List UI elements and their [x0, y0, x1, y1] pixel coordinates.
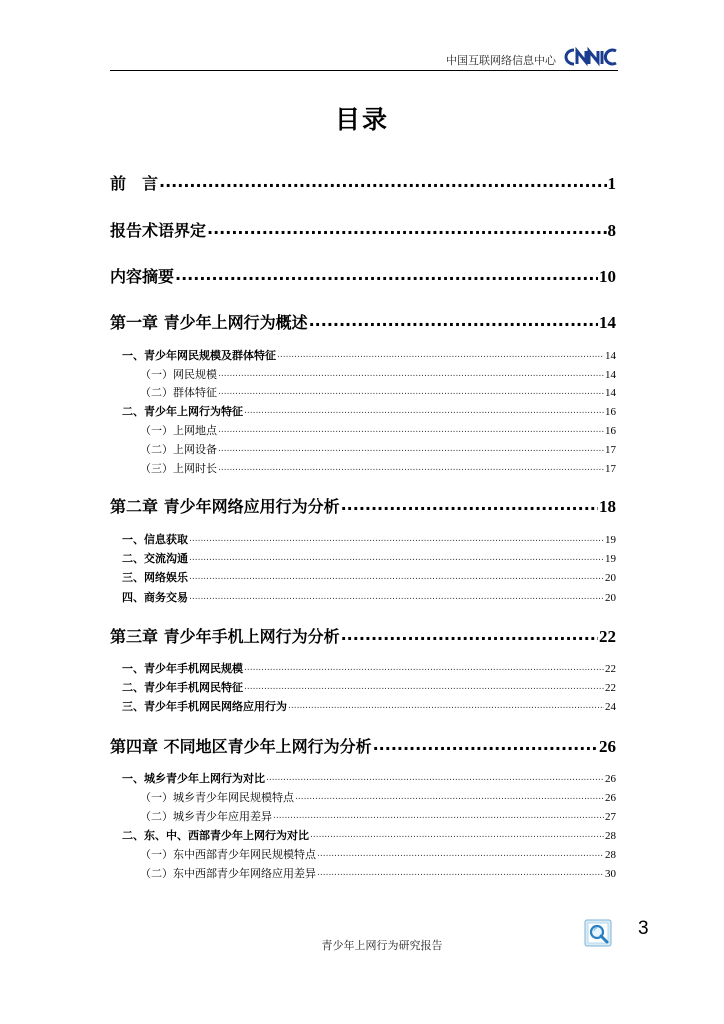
toc-dot-leader	[341, 495, 598, 514]
toc-entry-page: 27	[605, 811, 616, 823]
toc-chapter-entry[interactable]	[110, 310, 616, 333]
toc-subsection-entry[interactable]	[140, 846, 616, 862]
toc-chapter-entry[interactable]	[110, 264, 616, 287]
toc-dot-leader	[207, 219, 606, 238]
toc-entry-label: 第一章 青少年上网行为概述	[110, 313, 308, 332]
toc-chapter-entry[interactable]	[110, 624, 616, 647]
toc-entry-page: 18	[599, 497, 616, 516]
toc-entry-label: 内容摘要	[110, 267, 175, 286]
toc-entry-page: 16	[605, 406, 616, 418]
toc-subsection-entry[interactable]	[140, 366, 616, 382]
toc-section-entry[interactable]	[122, 347, 616, 363]
toc-dot-leader	[218, 444, 604, 454]
toc-entry-label: （三）上网时长	[140, 462, 217, 475]
toc-entry-page: 24	[605, 701, 616, 713]
toc-subsection-entry[interactable]	[140, 808, 616, 824]
toc-entry-label: 二、青少年上网行为特征	[122, 405, 243, 418]
toc-entry-label: （二）群体特征	[140, 386, 217, 399]
toc-section-entry[interactable]	[122, 403, 616, 419]
footer-report-title: 青少年上网行为研究报告	[321, 939, 443, 952]
toc-entry-label: （一）城乡青少年网民规模特点	[140, 791, 294, 804]
toc-section-entry[interactable]	[122, 660, 616, 676]
toc-entry-page: 19	[605, 534, 616, 546]
toc-entry-label: （一）东中西部青少年网民规模特点	[140, 848, 316, 861]
toc-dot-leader	[295, 792, 604, 802]
toc-dot-leader	[218, 387, 604, 397]
toc-dot-leader	[273, 811, 604, 821]
toc-entry-page: 17	[605, 444, 616, 456]
toc-entry-label: 第四章 不同地区青少年上网行为分析	[110, 737, 372, 756]
header-divider	[110, 70, 618, 71]
toc-chapter-entry[interactable]	[110, 171, 616, 194]
toc-dot-leader	[159, 172, 606, 191]
toc-entry-page: 10	[599, 267, 616, 286]
toc-entry-page: 14	[599, 313, 616, 332]
toc-dot-leader	[317, 849, 604, 859]
toc-entry-page: 1	[607, 174, 616, 193]
toc-dot-leader	[373, 735, 598, 754]
toc-entry-page: 17	[605, 463, 616, 475]
toc-entry-label: 一、青少年手机网民规模	[122, 662, 243, 675]
toc-subsection-entry[interactable]	[140, 384, 616, 400]
toc-dot-leader	[189, 553, 604, 563]
toc-section-entry[interactable]	[122, 827, 616, 843]
toc-entry-label: 二、东、中、西部青少年上网行为对比	[122, 829, 309, 842]
toc-entry-page: 16	[605, 425, 616, 437]
toc-section-entry[interactable]	[122, 550, 616, 566]
toc-entry-page: 19	[605, 553, 616, 565]
toc-entry-label: 三、网络娱乐	[122, 571, 188, 584]
toc-entry-page: 26	[599, 737, 616, 756]
toc-entry-label: （二）东中西部青少年网络应用差异	[140, 867, 316, 880]
toc-entry-page: 14	[605, 369, 616, 381]
toc-dot-leader	[189, 592, 604, 602]
toc-entry-label: 四、商务交易	[122, 591, 188, 604]
toc-entry-label: 报告术语界定	[110, 221, 207, 240]
toc-dot-leader	[189, 572, 604, 582]
toc-entry-page: 14	[605, 387, 616, 399]
toc-entry-page: 14	[605, 350, 616, 362]
toc-chapter-entry[interactable]	[110, 218, 616, 241]
toc-entry-page: 26	[605, 792, 616, 804]
toc-dot-leader	[218, 463, 604, 473]
toc-subsection-entry[interactable]	[140, 422, 616, 438]
toc-entry-label: 三、青少年手机网民网络应用行为	[122, 700, 287, 713]
toc-entry-label: 一、信息获取	[122, 533, 188, 546]
toc-entry-page: 28	[605, 830, 616, 842]
toc-subsection-entry[interactable]	[140, 441, 616, 457]
toc-entry-page: 8	[607, 221, 616, 240]
toc-dot-leader	[244, 406, 604, 416]
toc-section-entry[interactable]	[122, 589, 616, 605]
toc-entry-label: 一、青少年网民规模及群体特征	[122, 349, 276, 362]
toc-subsection-entry[interactable]	[140, 865, 616, 881]
toc-dot-leader	[310, 830, 604, 840]
toc-entry-page: 22	[599, 627, 616, 646]
toc-chapter-entry[interactable]	[110, 494, 616, 517]
toc-dot-leader	[341, 625, 598, 644]
cnnic-logo	[562, 47, 618, 67]
toc-section-entry[interactable]	[122, 770, 616, 786]
toc-dot-leader	[218, 425, 604, 435]
toc-entry-label: 前 言	[110, 174, 159, 193]
toc-entry-page: 22	[605, 663, 616, 675]
toc-entry-label: 第三章 青少年手机上网行为分析	[110, 627, 340, 646]
toc-entry-label: （一）上网地点	[140, 424, 217, 437]
toc-entry-page: 30	[605, 868, 616, 880]
toc-section-entry[interactable]	[122, 698, 616, 714]
toc-entry-page: 28	[605, 849, 616, 861]
toc-section-entry[interactable]	[122, 569, 616, 585]
toc-entry-page: 20	[605, 572, 616, 584]
toc-entry-label: （一）网民规模	[140, 368, 217, 381]
toc-entry-label: 第二章 青少年网络应用行为分析	[110, 497, 340, 516]
toc-dot-leader	[277, 350, 604, 360]
toc-dot-leader	[175, 265, 598, 284]
toc-entry-label: 二、交流沟通	[122, 552, 188, 565]
toc-chapter-entry[interactable]	[110, 734, 616, 757]
page-number: 3	[638, 918, 649, 939]
toc-entry-page: 20	[605, 592, 616, 604]
toc-dot-leader	[218, 369, 604, 379]
toc-entry-label: （二）城乡青少年应用差异	[140, 810, 272, 823]
toc-subsection-entry[interactable]	[140, 789, 616, 805]
toc-dot-leader	[309, 311, 598, 330]
toc-subsection-entry[interactable]	[140, 460, 616, 476]
toc-entry-label: 二、青少年手机网民特征	[122, 681, 243, 694]
toc-dot-leader	[244, 663, 604, 673]
toc-entry-page: 26	[605, 773, 616, 785]
toc-entry-page: 22	[605, 682, 616, 694]
toc-dot-leader	[317, 868, 604, 878]
toc-title: 目录	[334, 105, 389, 134]
toc-dot-leader	[288, 701, 604, 711]
toc-dot-leader	[244, 682, 604, 692]
toc-entry-label: 一、城乡青少年上网行为对比	[122, 772, 265, 785]
toc-section-entry[interactable]	[122, 679, 616, 695]
magnifier-report-icon	[584, 919, 612, 947]
toc-dot-leader	[189, 534, 604, 544]
header-org-name: 中国互联网络信息中心	[446, 54, 556, 67]
toc-dot-leader	[266, 773, 604, 783]
toc-entry-label: （二）上网设备	[140, 443, 217, 456]
toc-section-entry[interactable]	[122, 531, 616, 547]
